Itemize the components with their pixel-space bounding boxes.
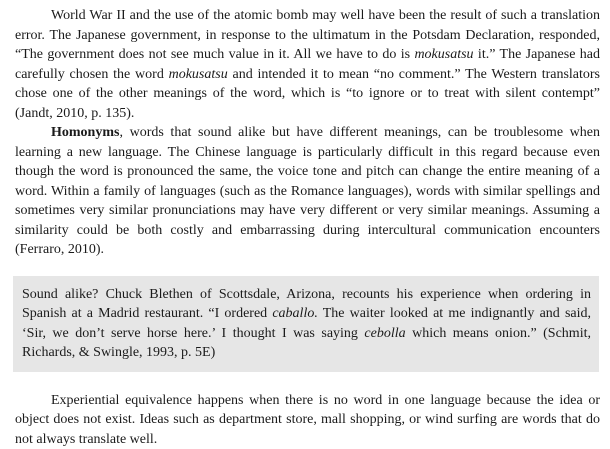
paragraph-experiential-equivalence: Experiential equivalence happens when there is no word in one language because the idea or object does not exist. Ideas such as department store, mall shopping, or wind surfing are words that do not always translate well. bbox=[15, 391, 600, 449]
sidebar-text-b: The waiter looked at me indignantly and said, ‘Sir, we don’t serve horse here.’ I thought I was saying bbox=[22, 306, 591, 341]
example-sidebar-box bbox=[13, 276, 599, 372]
sidebar-text-c: which means onion.” (Schmit, Richards, & Swingle, 1993, p. 5E) bbox=[22, 326, 591, 361]
sidebar-text-a: Sound alike? Chuck Blethen of Scottsdale, Arizona, recounts his experience when ordering in Spanish at a Madrid restaurant. “I ordered bbox=[22, 287, 591, 322]
document-page bbox=[15, 6, 600, 449]
paragraph-1-text-c: and intended it to mean “no comment.” The Western translators chose one of the other meanings of the word, which is “to ignore or to treat with silent contempt” (Jandt, 2010, p. 135). bbox=[15, 67, 600, 121]
sidebar-term-cebolla: cebolla bbox=[364, 326, 405, 341]
paragraph-homonyms bbox=[15, 123, 600, 260]
sidebar-quote bbox=[22, 285, 591, 363]
term-homonyms: Homonyms bbox=[51, 125, 119, 140]
sidebar-term-caballo: caballo. bbox=[272, 306, 318, 321]
paragraph-1-term-mokusatsu-2: mokusatsu bbox=[169, 67, 228, 82]
paragraph-1-term-mokusatsu: mokusatsu bbox=[414, 47, 473, 62]
paragraph-2-text: , words that sound alike but have different meanings, can be troublesome when learning a new language. The Chinese language is particularly difficult in this regard because even though the word is pronounced the same, the voice tone and pitch can change the entire meaning of a word. Within a family of languages (such as the Romance languages), words with similar spellings and sometimes very similar pronunciations may have very different or very similar meanings. Assuming a similarity could be both costly and embarrassing during intercultural communication encounters (Ferraro, 2010). bbox=[15, 125, 600, 257]
paragraph-1-text-a: World War II and the use of the atomic bomb may well have been the result of such a translation error. The Japanese government, in response to the ultimatum in the Potsdam Declaration, responded, “The government does not see much value in it. All we have to do is bbox=[15, 8, 600, 62]
paragraph-translation-error bbox=[15, 6, 600, 123]
paragraph-1-text-b: it.” The Japanese had carefully chosen the word bbox=[15, 47, 600, 82]
